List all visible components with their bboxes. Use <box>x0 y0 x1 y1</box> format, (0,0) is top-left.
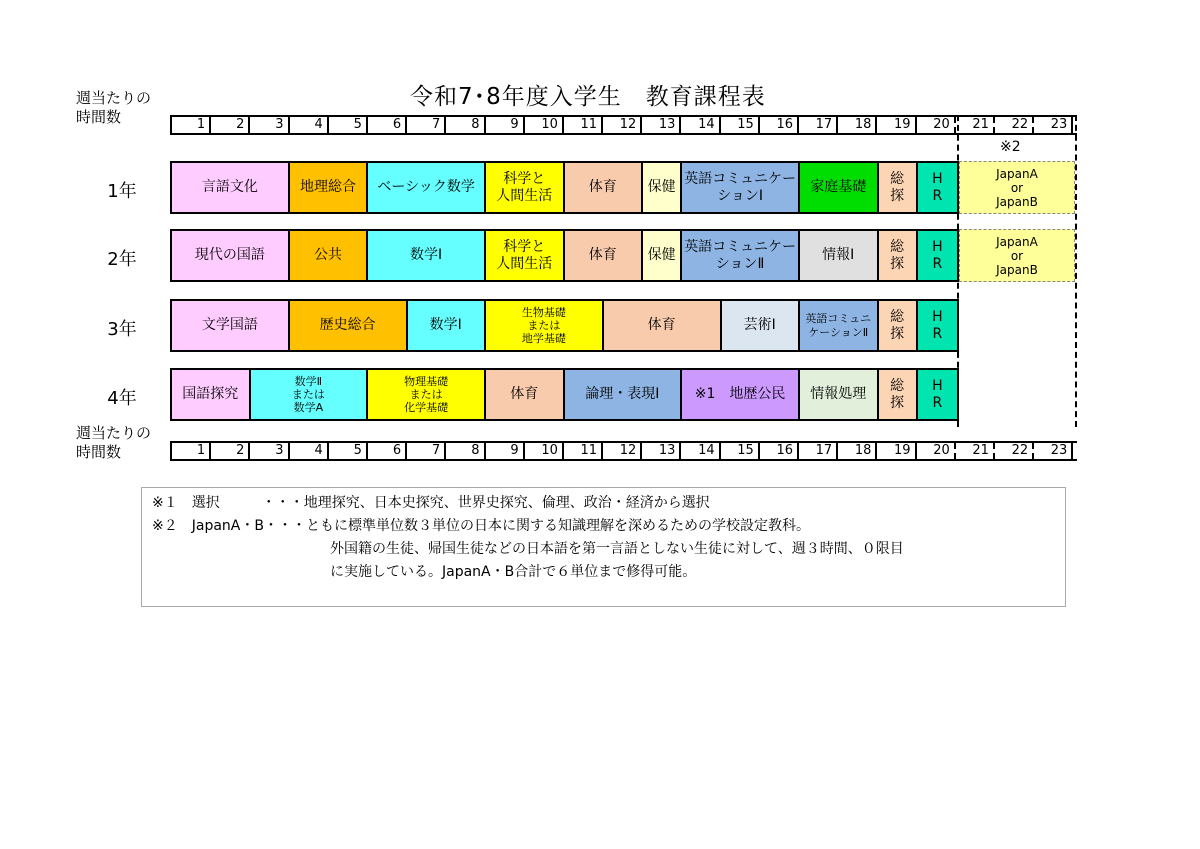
subject-cell: 総 探 <box>879 163 918 212</box>
curriculum-row <box>170 368 959 421</box>
subject-cell: H R <box>918 163 957 212</box>
hour-tick: 11 <box>564 117 603 133</box>
year-label: 3年 <box>107 319 137 340</box>
note-1: ※１ 選択 ・・・地理探究、日本史探究、世界史探究、倫理、政治・経済から選択 <box>152 495 710 511</box>
hour-tick: 17 <box>799 117 838 133</box>
subject-cell: 体育 <box>565 231 644 280</box>
subject-cell: 物理基礎 または 化学基礎 <box>368 370 486 419</box>
hour-tick: 15 <box>721 117 760 133</box>
hour-tick: 14 <box>681 117 720 133</box>
hour-tick: 9 <box>486 117 525 133</box>
hour-tick: 4 <box>290 443 329 459</box>
hour-tick: 22 <box>995 443 1034 459</box>
hour-tick: 12 <box>603 117 642 133</box>
subject-cell: H R <box>918 231 957 280</box>
page-title: 令和7･8年度入学生 教育課程表 <box>410 84 766 110</box>
subject-cell: 総 探 <box>879 370 918 419</box>
hour-tick: 13 <box>642 117 681 133</box>
hour-tick: 10 <box>525 117 564 133</box>
hour-tick: 8 <box>446 443 485 459</box>
subject-cell: 総 探 <box>879 231 918 280</box>
subject-cell: 国語探究 <box>172 370 251 419</box>
curriculum-row <box>170 161 959 214</box>
subject-cell: 体育 <box>604 301 722 350</box>
note2-marker: ※2 <box>1000 139 1021 155</box>
subject-cell: 総 探 <box>879 301 918 350</box>
subject-cell: H R <box>918 301 957 350</box>
hour-tick: 2 <box>211 117 250 133</box>
hour-tick: 1 <box>172 117 211 133</box>
subject-cell: 体育 <box>565 163 644 212</box>
hour-tick: 19 <box>877 443 916 459</box>
subject-cell: 現代の国語 <box>172 231 290 280</box>
japan-elective-cell: JapanA or JapanB <box>959 229 1075 282</box>
subject-cell: H R <box>918 370 957 419</box>
hour-tick: 12 <box>603 443 642 459</box>
hour-tick: 5 <box>329 117 368 133</box>
hour-tick: 18 <box>838 443 877 459</box>
hour-tick: 13 <box>642 443 681 459</box>
subject-cell: 情報処理 <box>800 370 879 419</box>
hour-tick: 21 <box>956 443 995 459</box>
curriculum-row <box>170 229 959 282</box>
hour-tick: 14 <box>681 443 720 459</box>
subject-cell: 数学Ⅰ <box>408 301 487 350</box>
curriculum-row <box>170 299 959 352</box>
hour-tick: 3 <box>250 443 289 459</box>
hour-tick: 2 <box>211 443 250 459</box>
subject-cell: 英語コミュニケー ションⅠ <box>682 163 800 212</box>
hour-tick: 22 <box>995 117 1034 133</box>
hour-tick: 7 <box>407 443 446 459</box>
subject-cell: 文学国語 <box>172 301 290 350</box>
subject-cell: 生物基礎 または 地学基礎 <box>486 301 604 350</box>
hour-tick: 17 <box>799 443 838 459</box>
japan-elective-cell: JapanA or JapanB <box>959 161 1075 214</box>
hour-tick: 8 <box>446 117 485 133</box>
hour-tick: 5 <box>329 443 368 459</box>
year-label: 2年 <box>107 249 137 270</box>
subject-cell: 言語文化 <box>172 163 290 212</box>
note-2: ※２ JapanA・B・・・ともに標準単位数３単位の日本に関する知識理解を深めるための学校設定教科。 <box>152 518 810 534</box>
hour-ruler-top <box>170 115 1077 135</box>
subject-cell: 数学Ⅱ または 数学A <box>251 370 369 419</box>
subject-cell: 英語コミュニ ケーションⅡ <box>800 301 879 350</box>
note-2-continued: 外国籍の生徒、帰国生徒などの日本語を第一言語としない生徒に対して、週３時間、０限目 <box>330 541 904 557</box>
hour-tick: 18 <box>838 117 877 133</box>
subject-cell: 公共 <box>290 231 369 280</box>
hour-tick: 16 <box>760 117 799 133</box>
hour-tick: 23 <box>1034 117 1073 133</box>
hour-tick: 15 <box>721 443 760 459</box>
subject-cell: 情報Ⅰ <box>800 231 879 280</box>
year-label: 1年 <box>107 181 137 202</box>
hour-tick: 6 <box>368 443 407 459</box>
hour-tick: 21 <box>956 117 995 133</box>
hour-tick: 16 <box>760 443 799 459</box>
hour-tick: 23 <box>1034 443 1073 459</box>
subject-cell: 体育 <box>486 370 565 419</box>
subject-cell: 数学Ⅰ <box>368 231 486 280</box>
subject-cell: ベーシック数学 <box>368 163 486 212</box>
subject-cell: 保健 <box>643 163 682 212</box>
subject-cell: 保健 <box>643 231 682 280</box>
hour-tick: 7 <box>407 117 446 133</box>
hour-tick: 6 <box>368 117 407 133</box>
hour-tick: 20 <box>917 117 956 133</box>
hour-tick: 20 <box>917 443 956 459</box>
hour-tick: 4 <box>290 117 329 133</box>
hour-tick: 10 <box>525 443 564 459</box>
year-label: 4年 <box>107 388 137 409</box>
subject-cell: 科学と 人間生活 <box>486 231 565 280</box>
hour-tick: 9 <box>486 443 525 459</box>
subject-cell: 地理総合 <box>290 163 369 212</box>
note-2-continued-2: に実施している。JapanA・B合計で６単位まで修得可能。 <box>330 564 697 580</box>
hour-tick: 11 <box>564 443 603 459</box>
hour-ruler-bottom <box>170 441 1077 461</box>
subject-cell: ※1 地歴公民 <box>682 370 800 419</box>
hour-tick: 19 <box>877 117 916 133</box>
subject-cell: 科学と 人間生活 <box>486 163 565 212</box>
hour-tick: 3 <box>250 117 289 133</box>
hour-tick: 1 <box>172 443 211 459</box>
subject-cell: 歴史総合 <box>290 301 408 350</box>
notes-box <box>141 487 1066 607</box>
subject-cell: 家庭基礎 <box>800 163 879 212</box>
subject-cell: 芸術Ⅰ <box>722 301 801 350</box>
hours-per-week-label-bottom: 週当たりの 時間数 <box>76 424 152 461</box>
hours-per-week-label-top: 週当たりの 時間数 <box>76 89 152 126</box>
subject-cell: 論理・表現Ⅰ <box>565 370 683 419</box>
subject-cell: 英語コミュニケー ションⅡ <box>682 231 800 280</box>
